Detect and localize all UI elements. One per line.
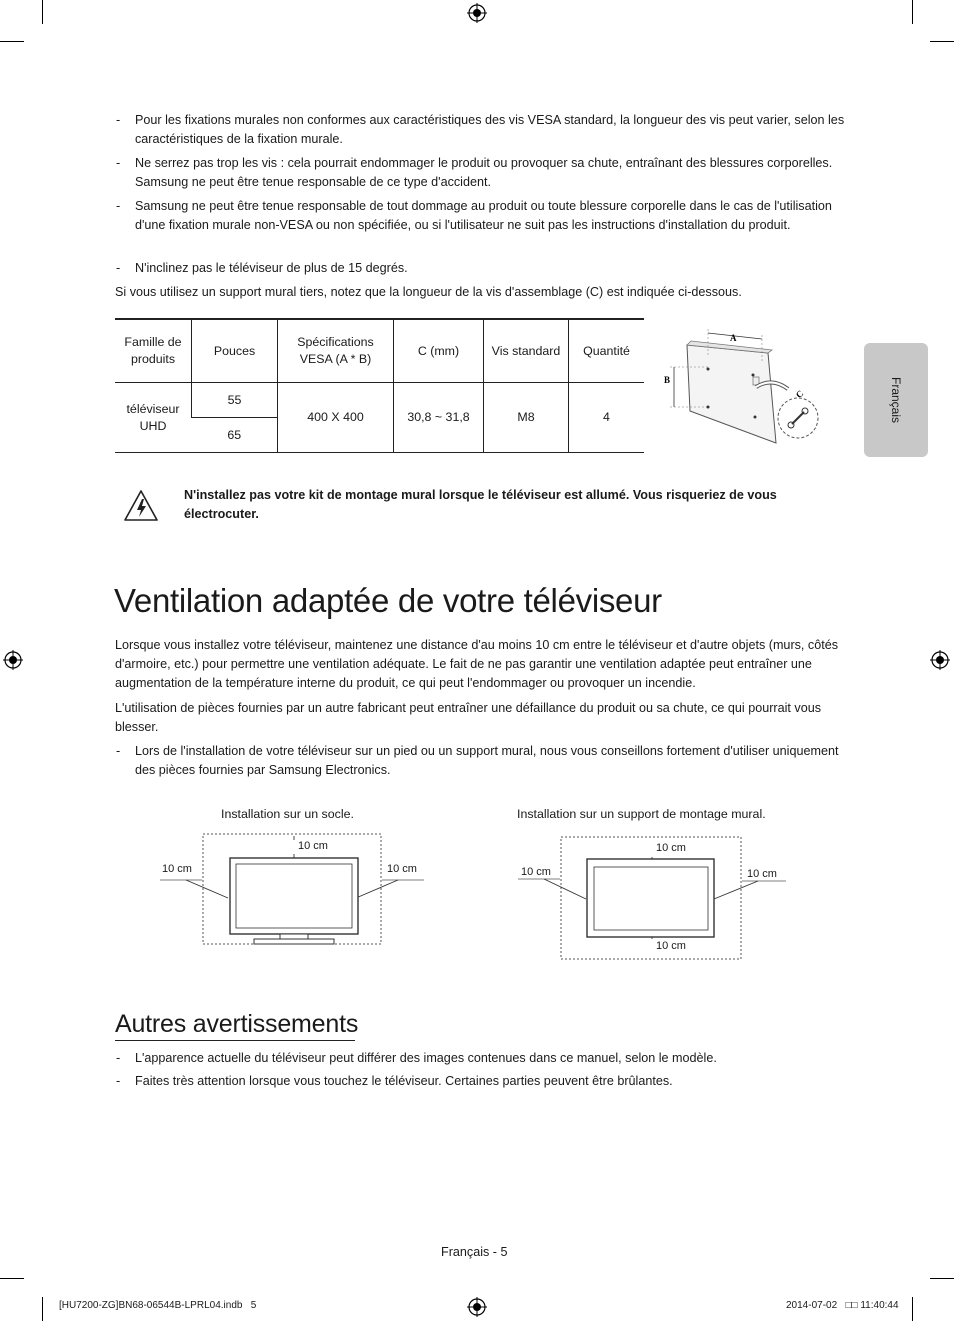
cell-family: téléviseur UHD bbox=[115, 383, 192, 453]
electric-warning-icon bbox=[123, 489, 159, 523]
bullet-item: - N'inclinez pas le téléviseur de plus de 15 degrés. bbox=[116, 261, 408, 275]
wall-top-gap: 10 cm bbox=[656, 842, 686, 854]
footer-file-name: [HU7200-ZG]BN68-06544B-LPRL04.indb 5 bbox=[59, 1300, 257, 1311]
header-vesa: Spécifications VESA (A * B) bbox=[278, 319, 394, 383]
bullet-item: - Pour les fixations murales non conformes aux caractéristiques des vis VESA standard, la longueur des vis peut varier, selon les caractéristiques de la fixation murale. bbox=[116, 113, 845, 146]
registration-mark-bottom-icon bbox=[467, 1297, 487, 1317]
header-c: C (mm) bbox=[394, 319, 484, 383]
heading-underline bbox=[115, 1040, 355, 1041]
crop-mark-tr-h bbox=[930, 41, 954, 42]
label-c: C bbox=[793, 388, 806, 400]
cell-quantity: 4 bbox=[569, 383, 645, 453]
cell-size: 55 bbox=[192, 383, 278, 418]
page-title: Ventilation adaptée de votre téléviseur bbox=[114, 582, 662, 619]
bullet-item: - Faites très attention lorsque vous touchez le téléviseur. Certaines parties peuvent être brûlantes. bbox=[116, 1074, 673, 1088]
wall-left-gap: 10 cm bbox=[521, 866, 551, 878]
stand-top-gap: 10 cm bbox=[298, 840, 328, 852]
header-inches: Pouces bbox=[192, 319, 278, 383]
page-number: Français - 5 bbox=[441, 1245, 508, 1259]
bullet-item: - Samsung ne peut être tenue responsable de tout dommage au produit ou toute blessure corporelle dans le cas de l'utilisation d'une fixation murale non-VESA ou non spécifiée, ou si l'utilisateur ne suit pas les instructions d'installation du produit. bbox=[116, 199, 832, 232]
cell-size: 65 bbox=[192, 418, 278, 453]
bullet-item: - Lors de l'installation de votre téléviseur sur un pied ou un support mural, nous vous conseillons fortement d'utiliser uniquement des pièces fournies par Samsung Electronics. bbox=[116, 744, 839, 777]
registration-mark-right-icon bbox=[930, 650, 950, 670]
crop-mark-tr-v bbox=[912, 0, 913, 24]
warning-text: N'installez pas votre kit de montage mural lorsque le téléviseur est allumé. Vous risqueriez de vous électrocuter. bbox=[184, 488, 777, 521]
registration-mark-left-icon bbox=[3, 650, 23, 670]
header-screw: Vis standard bbox=[484, 319, 569, 383]
stand-right-gap: 10 cm bbox=[387, 863, 417, 875]
crop-mark-br-v bbox=[912, 1297, 913, 1321]
stand-caption: Installation sur un socle. bbox=[221, 807, 354, 821]
label-b: B bbox=[664, 375, 671, 385]
crop-mark-tl-v bbox=[42, 0, 43, 24]
cell-vesa: 400 X 400 bbox=[278, 383, 394, 453]
cell-c: 30,8 ~ 31,8 bbox=[394, 383, 484, 453]
stand-left-gap: 10 cm bbox=[162, 863, 192, 875]
header-quantity: Quantité bbox=[569, 319, 645, 383]
wall-mount-diagram bbox=[660, 325, 825, 447]
crop-mark-tl-h bbox=[0, 41, 24, 42]
crop-mark-br-h bbox=[930, 1278, 954, 1279]
table-intro: Si vous utilisez un support mural tiers, notez que la longueur de la vis d'assemblage (C) est indiquée ci-dessous. bbox=[115, 285, 742, 299]
stand-installation-diagram bbox=[160, 832, 425, 950]
language-side-tab: Français bbox=[864, 343, 928, 457]
wall-caption: Installation sur un support de montage mural. bbox=[517, 807, 766, 821]
footer-timestamp: 2014-07-02 □□ 11:40:44 bbox=[786, 1300, 899, 1311]
bullet-item: - Ne serrez pas trop les vis : cela pourrait endommager le produit ou provoquer sa chute, entraînant des blessures corporelles. Samsung ne peut être tenue responsable de ce type d'accident. bbox=[116, 156, 833, 189]
crop-mark-bl-v bbox=[42, 1297, 43, 1321]
cell-screw: M8 bbox=[484, 383, 569, 453]
header-family: Famille de produits bbox=[115, 319, 192, 383]
ventilation-paragraph-2: L'utilisation de pièces fournies par un autre fabricant peut entraîner une défaillance du produit ou sa chute, ce qui pourrait vous blesser. bbox=[115, 701, 822, 734]
section-heading-other-warnings: Autres avertissements bbox=[115, 1010, 359, 1038]
bullet-item: - L'apparence actuelle du téléviseur peut différer des images contenues dans ce manuel, selon le modèle. bbox=[116, 1051, 717, 1065]
registration-mark-top-icon bbox=[467, 3, 487, 23]
label-a: A bbox=[730, 333, 737, 343]
wall-bottom-gap: 10 cm bbox=[656, 940, 686, 952]
vesa-spec-table bbox=[115, 318, 644, 453]
wall-installation-diagram bbox=[518, 835, 788, 963]
ventilation-paragraph-1: Lorsque vous installez votre téléviseur, maintenez une distance d'au moins 10 cm entre le téléviseur et d'autre objets (murs, côtés d'armoire, etc.) pour permettre une ventilation adéquate. Le fait de ne pas garantir une ventilation adaptée peut entraîner une augmentation de la température interne du produit, ce qui peut l'endommager ou provoquer un incendie. bbox=[115, 638, 839, 690]
crop-mark-bl-h bbox=[0, 1278, 24, 1279]
wall-right-gap: 10 cm bbox=[747, 868, 777, 880]
